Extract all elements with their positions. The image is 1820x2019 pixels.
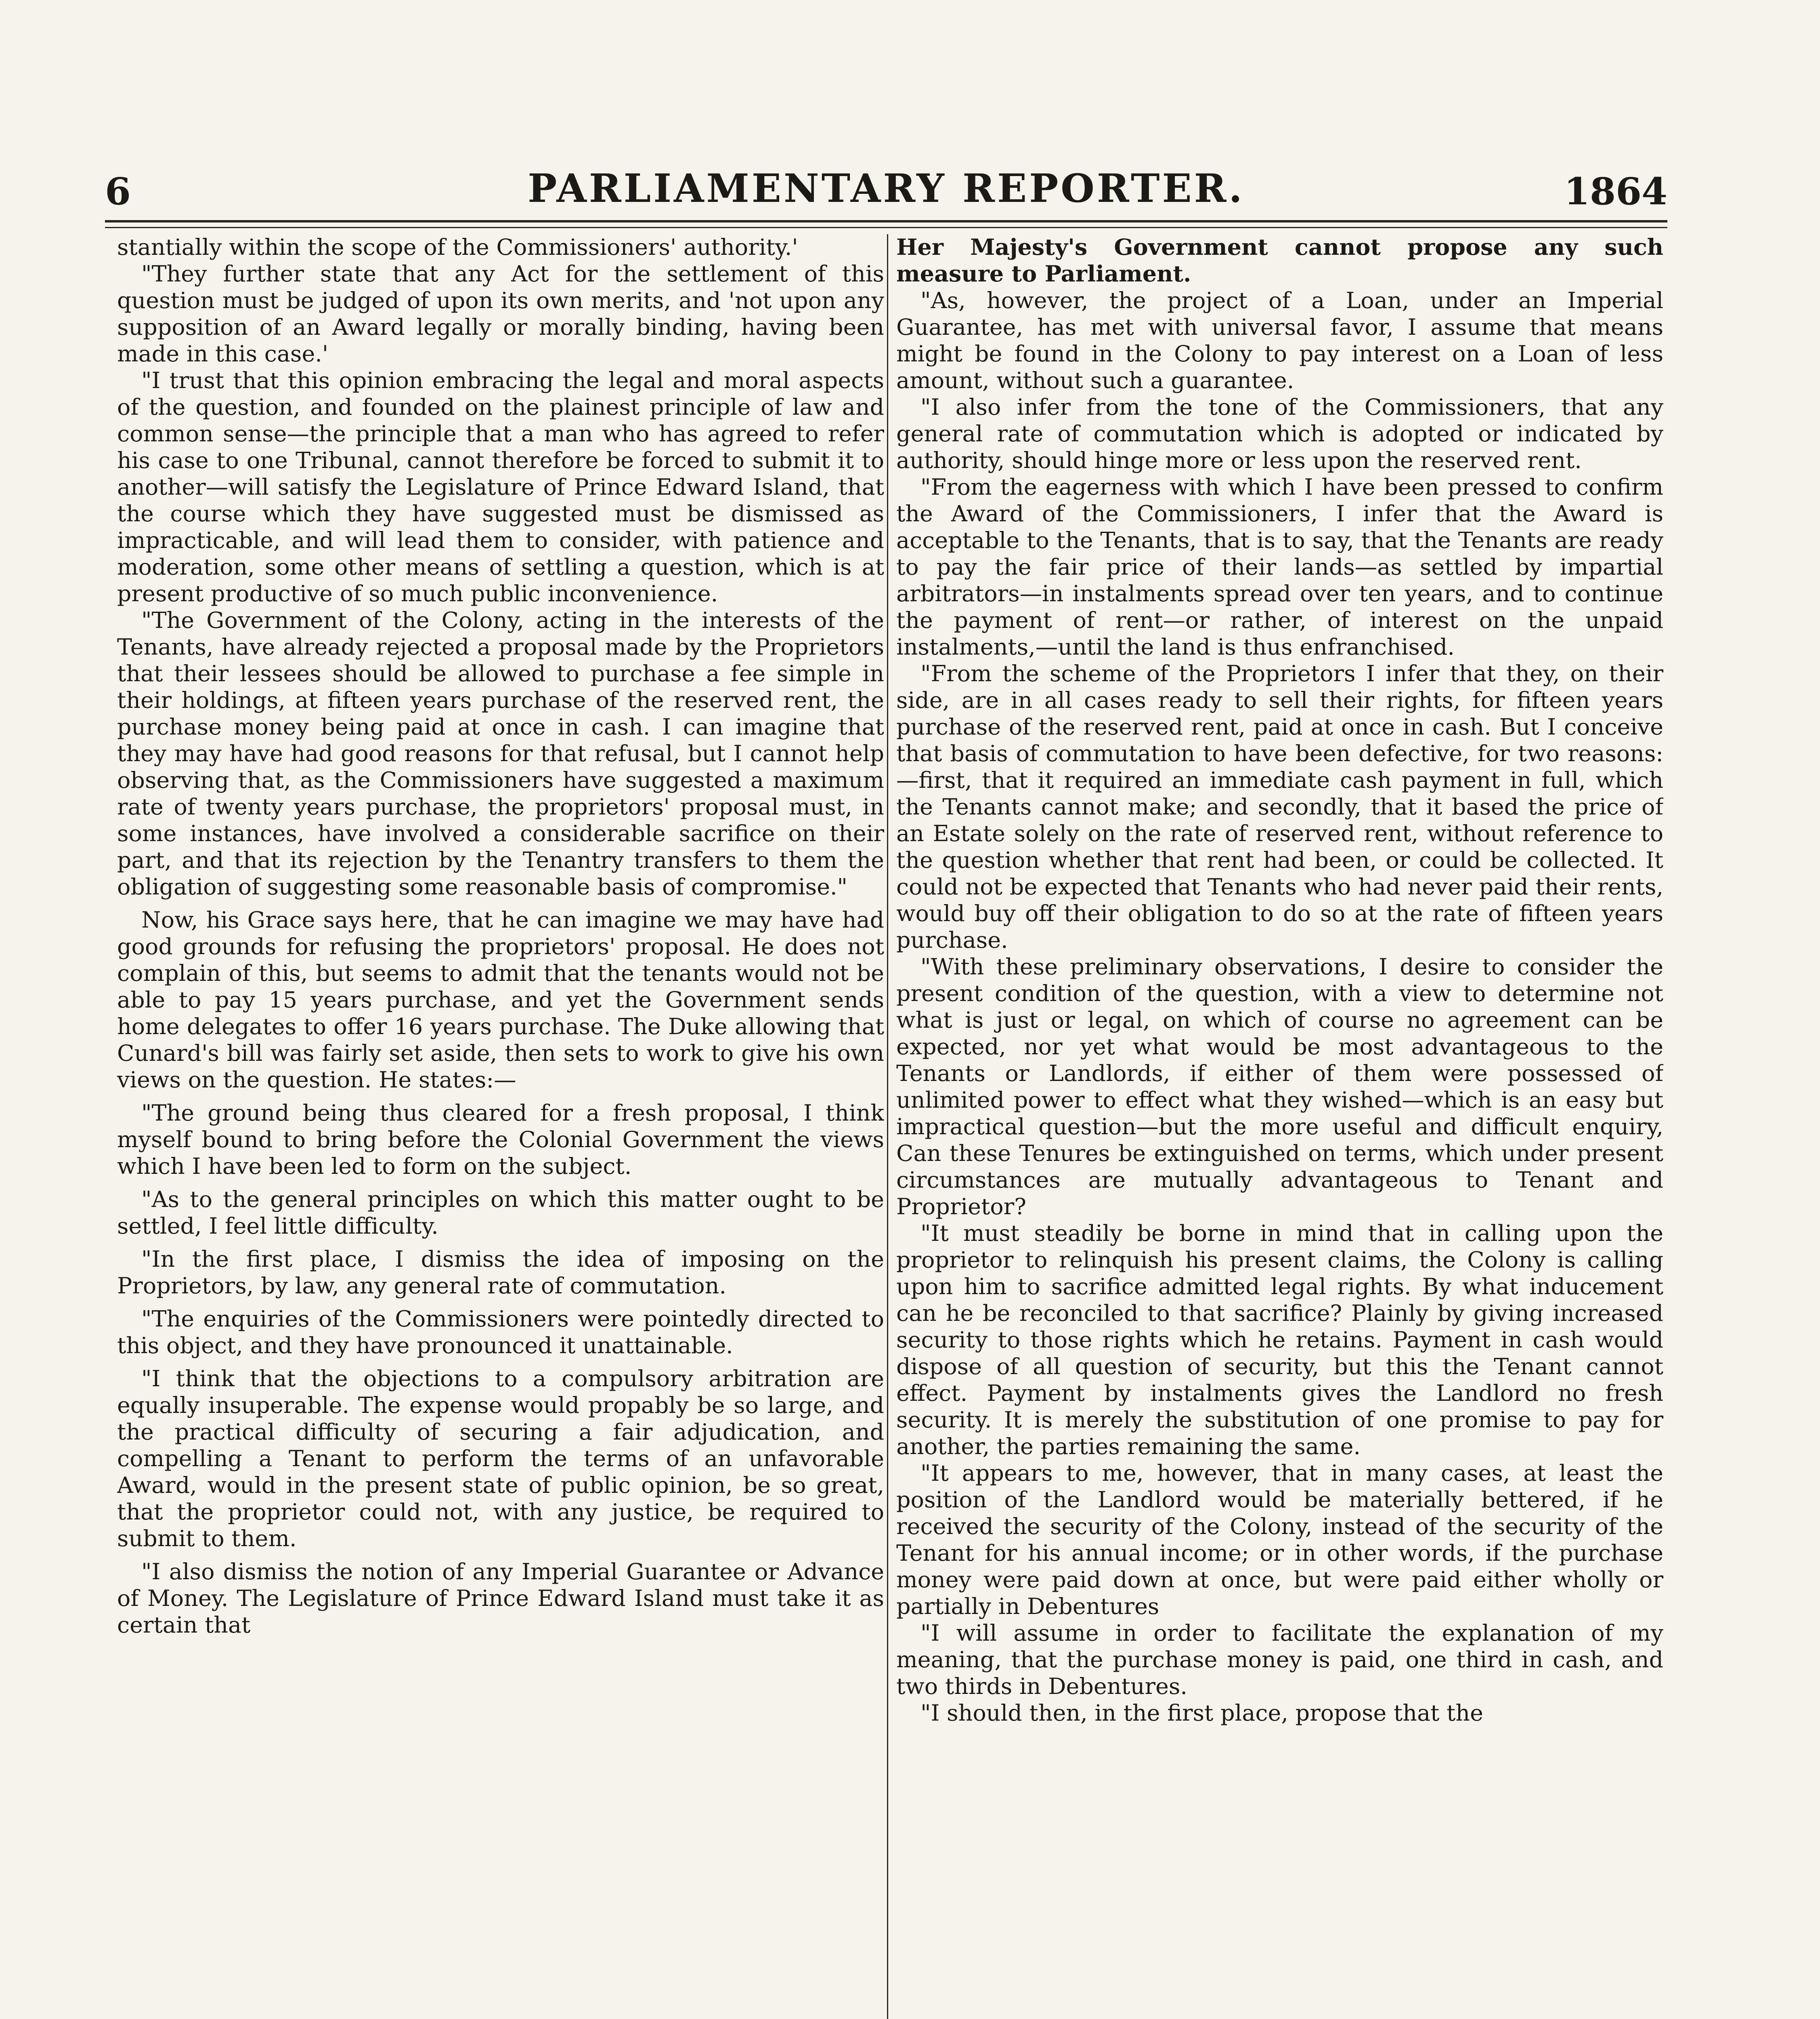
paragraph: "The enquiries of the Commissioners were pointedly directed to this object, and they have pronounced it unattainable. <box>117 1306 884 1359</box>
page-number: 6 <box>105 170 131 213</box>
paragraph: "With these preliminary observations, I desire to consider the present condition of the question, with a view to determine not what is just or legal, on which of course no agreement can be expected, nor yet what would be most advantageous to the Tenants or Landlords, if either of them were possessed of unlimited power to effect what they wished—which is an easy but impractical question—but the more useful and difficult enquiry, Can these Tenures be extinguished on terms, which under present circumstances are mutually advantageous to Tenant and Proprietor? <box>896 954 1663 1220</box>
header-rule-thin <box>105 227 1667 228</box>
right-column <box>896 234 1663 2019</box>
paragraph: "I think that the objections to a compulsory arbitration are equally insuperable. The expense would propably be so large, and the practical difficulty of securing a fair adjudication, and compelling a Tenant to perform the terms of an unfavorable Award, would in the present state of public opinion, be so great, that the proprietor could not, with any justice, be required to submit to them. <box>117 1366 884 1552</box>
paragraph: "In the first place, I dismiss the idea of imposing on the Proprietors, by law, any general rate of commutation. <box>117 1246 884 1299</box>
paragraph: "From the scheme of the Proprietors I infer that they, on their side, are in all cases ready to sell their rights, for fifteen years purchase of the reserved rent, paid at once in cash. But I conceive that basis of commutation to have been defective, for two reasons:—first, that it required an immediate cash payment in full, which the Tenants cannot make; and secondly, that it based the price of an Estate solely on the rate of reserved rent, without reference to the question whether that rent had been, or could be collected. It could not be expected that Tenants who had never paid their rents, would buy off their obligation to do so at the rate of fifteen years purchase. <box>896 661 1663 953</box>
paragraph: "I also infer from the tone of the Commissioners, that any general rate of commutation which is adopted or indicated by authority, should hinge more or less upon the reserved rent. <box>896 394 1663 474</box>
header-year: 1864 <box>1564 170 1667 213</box>
left-column <box>117 234 884 2019</box>
header-rule-thick <box>105 220 1667 222</box>
paragraph: "I should then, in the first place, propose that the <box>920 1700 1483 1726</box>
paragraph: Her Majesty's Government cannot propose any such measure to Parliament. <box>896 234 1663 287</box>
paragraph: "It appears to me, however, that in many cases, at least the position of the Landlord would be materially bettered, if he received the security of the Colony, instead of the security of the Tenant for his annual income; or in other words, if the purchase money were paid down at once, but were paid either wholly or partially in Debentures <box>896 1460 1663 1620</box>
paragraph: Now, his Grace says here, that he can imagine we may have had good grounds for refusing the proprietors' proposal. He does not complain of this, but seems to admit that the tenants would not be able to pay 15 years purchase, and yet the Government sends home delegates to offer 16 years purchase. The Duke allowing that Cunard's bill was fairly set aside, then sets to work to give his own views on the question. He states:— <box>117 907 884 1093</box>
paragraph: "As, however, the project of a Loan, under an Imperial Guarantee, has met with universal favor, I assume that means might be found in the Colony to pay interest on a Loan of less amount, without such a guarantee. <box>896 288 1663 394</box>
paragraph: "The Government of the Colony, acting in the interests of the Tenants, have already rejected a proposal made by the Proprietors that their lessees should be allowed to purchase a fee simple in their holdings, at fifteen years purchase of the reserved rent, the purchase money being paid at once in cash. I can imagine that they may have had good reasons for that refusal, but I cannot help observing that, as the Commissioners have suggested a maximum rate of twenty years purchase, the proprietors' proposal must, in some instances, have involved a considerable sacrifice on their part, and that its rejection by the Tenantry transfers to them the obligation of suggesting some reasonable basis of compromise." <box>117 607 884 900</box>
paragraph: stantially within the scope of the Commissioners' authority.' <box>117 234 798 260</box>
paragraph: "They further state that any Act for the settlement of this question must be judged of upon its own merits, and 'not upon any supposition of an Award legally or morally binding, having been made in this case.' <box>117 261 884 367</box>
paragraph: "The ground being thus cleared for a fresh proposal, I think myself bound to bring before the Colonial Government the views which I have been led to form on the subject. <box>117 1100 884 1179</box>
paragraph: "As to the general principles on which this matter ought to be settled, I feel little difficulty. <box>117 1186 884 1239</box>
masthead-title: PARLIAMENTARY REPORTER. <box>528 166 1245 211</box>
paragraph: "I also dismiss the notion of any Imperial Guarantee or Advance of Money. The Legislature of Prince Edward Island must take it as certain that <box>117 1559 884 1638</box>
page-header <box>105 162 1667 222</box>
paragraph: "It must steadily be borne in mind that in calling upon the proprietor to relinquish his present claims, the Colony is calling upon him to sacrifice admitted legal rights. By what inducement can he be reconciled to that sacrifice? Plainly by giving increased security to those rights which he retains. Payment in cash would dispose of all question of security, but this the Tenant cannot effect. Payment by instalments gives the Landlord no fresh security. It is merely the substitution of one promise to pay for another, the parties remaining the same. <box>896 1220 1663 1460</box>
paragraph: "From the eagerness with which I have been pressed to confirm the Award of the Commissioners, I infer that the Award is acceptable to the Tenants, that is to say, that the Tenants are ready to pay the fair price of their lands—as settled by impartial arbitrators—in instalments spread over ten years, and to continue the payment of rent—or rather, of interest on the unpaid instalments,—until the land is thus enfranchised. <box>896 474 1663 660</box>
paragraph: "I trust that this opinion embracing the legal and moral aspects of the question, and founded on the plainest principle of law and common sense—the principle that a man who has agreed to refer his case to one Tribunal, cannot therefore be forced to submit it to another—will satisfy the Legislature of Prince Edward Island, that the course which they have suggested must be dismissed as impracticable, and will lead them to consider, with patience and moderation, some other means of settling a question, which is at present productive of so much public inconvenience. <box>117 367 884 607</box>
paragraph: "I will assume in order to facilitate the explanation of my meaning, that the purchase money is paid, one third in cash, and two thirds in Debentures. <box>896 1620 1663 1700</box>
column-divider <box>887 234 888 2019</box>
